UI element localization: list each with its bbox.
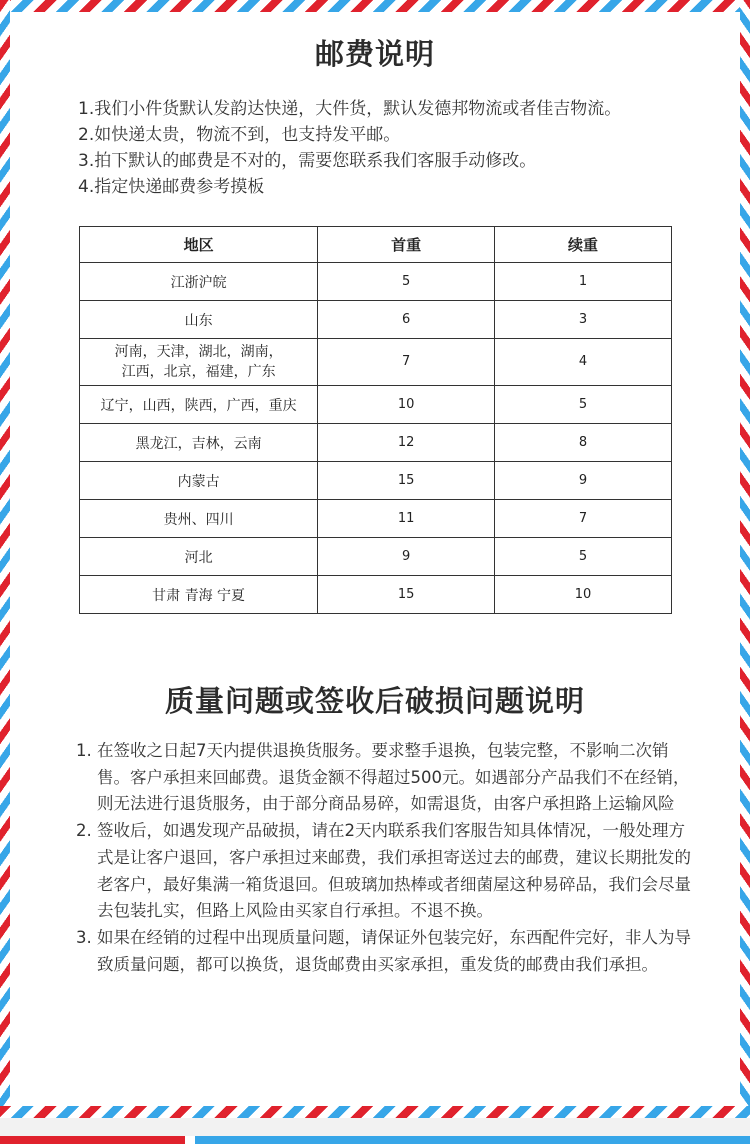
table-row xyxy=(80,424,672,462)
header-first-weight: 首重 xyxy=(318,227,495,263)
first-weight-cell: 15 xyxy=(318,576,495,614)
first-weight-cell: 10 xyxy=(318,386,495,424)
region-cell: 甘肃 青海 宁夏 xyxy=(80,576,318,614)
airmail-border-bottom xyxy=(0,1106,750,1118)
shipping-title: 邮费说明 xyxy=(314,37,435,71)
policy-index: 2. xyxy=(76,821,92,841)
extra-weight-cell: 8 xyxy=(495,424,672,462)
policy-index: 1. xyxy=(76,741,92,760)
region-line: 江西，北京，福建，广东 xyxy=(121,364,276,380)
table-header-row xyxy=(80,227,672,263)
policy-text: 如果在经销的过程中出现质量问题，请保证外包装完好，东西配件完好，非人为导致质量问题，都可以换货，退货邮费由买家承担，重发货的邮费由我们承担。 xyxy=(97,927,691,974)
shipping-note: 3.拍下默认的邮费是不对的，需要您联系我们客服手动修改。 xyxy=(78,151,537,171)
table-row xyxy=(80,386,672,424)
quality-title: 质量问题或签收后破损问题说明 xyxy=(164,684,585,718)
policy-item xyxy=(76,925,696,978)
shipping-note: 1.我们小件货默认发韵达快递，大件货，默认发德邦物流或者佳吉物流。 xyxy=(78,99,622,119)
quality-policy-list xyxy=(76,738,696,978)
shipping-note: 4.指定快递邮费参考摸板 xyxy=(78,177,265,197)
region-cell xyxy=(80,339,318,386)
table-row xyxy=(80,500,672,538)
shipping-fee-table xyxy=(79,226,672,614)
first-weight-cell: 7 xyxy=(318,339,495,386)
shipping-note: 2.如快递太贵，物流不到，也支持发平邮。 xyxy=(78,125,401,145)
policy-item xyxy=(76,738,696,818)
region-cell: 山东 xyxy=(80,301,318,339)
extra-weight-cell: 4 xyxy=(495,339,672,386)
policy-item xyxy=(76,818,696,925)
region-cell: 贵州、四川 xyxy=(80,500,318,538)
table-row xyxy=(80,301,672,339)
airmail-border-top xyxy=(0,0,750,12)
policy-index: 3. xyxy=(76,927,92,947)
extra-weight-cell: 3 xyxy=(495,301,672,339)
region-cell: 辽宁，山西，陕西，广西，重庆 xyxy=(80,386,318,424)
policy-text: 在签收之日起7天内提供退换货服务。要求整手退换，包装完整，不影响二次销售。客户承担来回邮费。退货金额不得超过500元。如遇部分产品我们不在经销，则无法进行退货服务，由于部分商品易碎，如需退货，由客户承担路上运输风险 xyxy=(97,741,690,814)
table-row xyxy=(80,339,672,386)
table-row xyxy=(80,538,672,576)
first-weight-cell: 12 xyxy=(318,424,495,462)
table-row xyxy=(80,462,672,500)
footer-band xyxy=(0,1136,750,1144)
extra-weight-cell: 7 xyxy=(495,500,672,538)
region-cell: 江浙沪皖 xyxy=(80,263,318,301)
first-weight-cell: 6 xyxy=(318,301,495,339)
table-row xyxy=(80,576,672,614)
region-cell: 内蒙古 xyxy=(80,462,318,500)
shipping-notes xyxy=(78,96,718,200)
first-weight-cell: 9 xyxy=(318,538,495,576)
region-cell: 河北 xyxy=(80,538,318,576)
region-line: 河南，天津，湖北，湖南， xyxy=(114,344,283,360)
region-cell: 黑龙江，吉林，云南 xyxy=(80,424,318,462)
first-weight-cell: 15 xyxy=(318,462,495,500)
extra-weight-cell: 5 xyxy=(495,386,672,424)
extra-weight-cell: 1 xyxy=(495,263,672,301)
extra-weight-cell: 10 xyxy=(495,576,672,614)
table-row xyxy=(80,263,672,301)
header-extra-weight: 续重 xyxy=(495,227,672,263)
first-weight-cell: 5 xyxy=(318,263,495,301)
extra-weight-cell: 5 xyxy=(495,538,672,576)
first-weight-cell: 11 xyxy=(318,500,495,538)
policy-text: 签收后，如遇发现产品破损，请在2天内联系我们客服告知具体情况，一般处理方式是让客户退回，客户承担过来邮费，我们承担寄送过去的邮费，建议长期批发的老客户，最好集满一箱货退回。但玻璃加热棒或者细菌屋这种易碎品，我们会尽量去包装扎实，但路上风险由买家自行承担。不退不换。 xyxy=(97,821,691,921)
footer-shade xyxy=(0,1118,750,1136)
airmail-border-left xyxy=(0,0,10,1118)
header-region: 地区 xyxy=(80,227,318,263)
airmail-border-right xyxy=(740,0,750,1118)
extra-weight-cell: 9 xyxy=(495,462,672,500)
